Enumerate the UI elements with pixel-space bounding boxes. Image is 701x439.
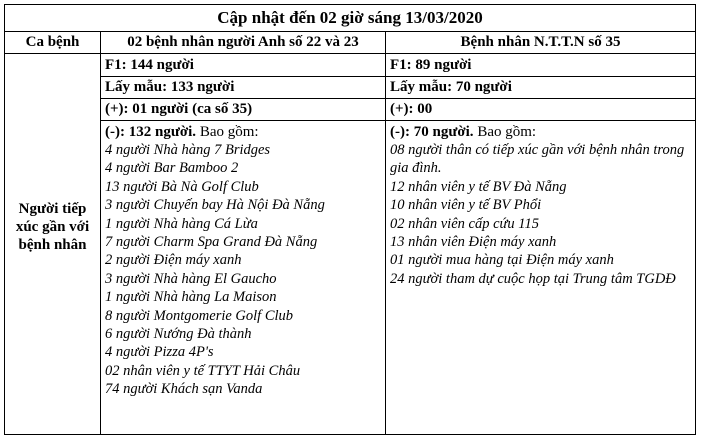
contact-item: 3 người Nhà hàng El Gaucho <box>105 270 277 287</box>
table-title: Cập nhật đến 02 giờ sáng 13/03/2020 <box>217 8 483 27</box>
left-negative-tail: Bao gồm: <box>196 124 259 140</box>
contact-item: 4 người Nhà hàng 7 Bridges <box>105 142 271 158</box>
contact-item: 4 người Pizza 4P's <box>105 344 214 361</box>
contact-item: 08 người thân có tiếp xúc gần với bệnh nhân trong gia đình. <box>390 142 685 177</box>
contact-item: 13 người Bà Nà Golf Club <box>105 178 259 195</box>
contact-item: 1 người Nhà hàng La Maison <box>105 289 277 306</box>
contact-item: 7 người Charm Spa Grand Đà Nẵng <box>105 234 318 251</box>
right-f1: F1: 89 người <box>390 57 472 73</box>
left-f1: F1: 144 người <box>105 57 194 73</box>
left-negative <box>101 123 385 141</box>
contact-item: 2 người Điện máy xanh <box>105 252 242 269</box>
contact-item: 12 nhân viên y tế BV Đà Nẵng <box>390 178 567 195</box>
right-negative <box>386 123 695 141</box>
left-negative-count: (-): 132 người. <box>105 124 197 140</box>
left-contact-list <box>101 141 385 399</box>
header-patients-22-23: 02 bệnh nhân người Anh số 22 và 23 <box>127 34 359 50</box>
contact-item: 01 người mua hàng tại Điện máy xanh <box>390 252 614 269</box>
contact-item: 4 người Bar Bamboo 2 <box>105 160 239 177</box>
contact-item: 6 người Nướng Đà thành <box>105 326 252 343</box>
left-positive: (+): 01 người (ca số 35) <box>105 101 253 117</box>
contact-item: 74 người Khách sạn Vanda <box>105 381 263 398</box>
contact-item: 8 người Montgomerie Golf Club <box>105 307 294 324</box>
right-contact-list <box>386 141 686 288</box>
grid-line <box>100 98 695 99</box>
contact-item: 02 nhân viên cấp cứu 115 <box>390 215 539 232</box>
contact-table <box>4 4 696 435</box>
grid-line <box>100 76 695 77</box>
left-sampled: Lấy mẫu: 133 người <box>105 79 235 95</box>
contact-item: 24 người tham dự cuộc họp tại Trung tâm TGDĐ <box>390 270 676 287</box>
grid-line <box>100 120 695 121</box>
contact-item: 13 nhân viên Điện máy xanh <box>390 234 557 251</box>
side-label: Người tiếp xúc gần với bệnh nhân <box>15 201 90 253</box>
header-patient-35: Bệnh nhân N.T.T.N số 35 <box>460 34 621 50</box>
right-sampled: Lấy mẫu: 70 người <box>390 79 512 95</box>
right-negative-count: (-): 70 người. <box>390 124 474 140</box>
contact-item: 10 nhân viên y tế BV Phổi <box>390 197 542 214</box>
right-positive: (+): 00 <box>390 101 433 117</box>
contact-item: 1 người Nhà hàng Cá Lừa <box>105 215 258 232</box>
header-case: Ca bệnh <box>25 34 80 50</box>
contact-item: 02 nhân viên y tế TTYT Hải Châu <box>105 362 301 379</box>
contact-item: 3 người Chuyến bay Hà Nội Đà Nẵng <box>105 197 325 214</box>
grid-line <box>5 53 695 54</box>
right-negative-tail: Bao gồm: <box>473 124 537 140</box>
